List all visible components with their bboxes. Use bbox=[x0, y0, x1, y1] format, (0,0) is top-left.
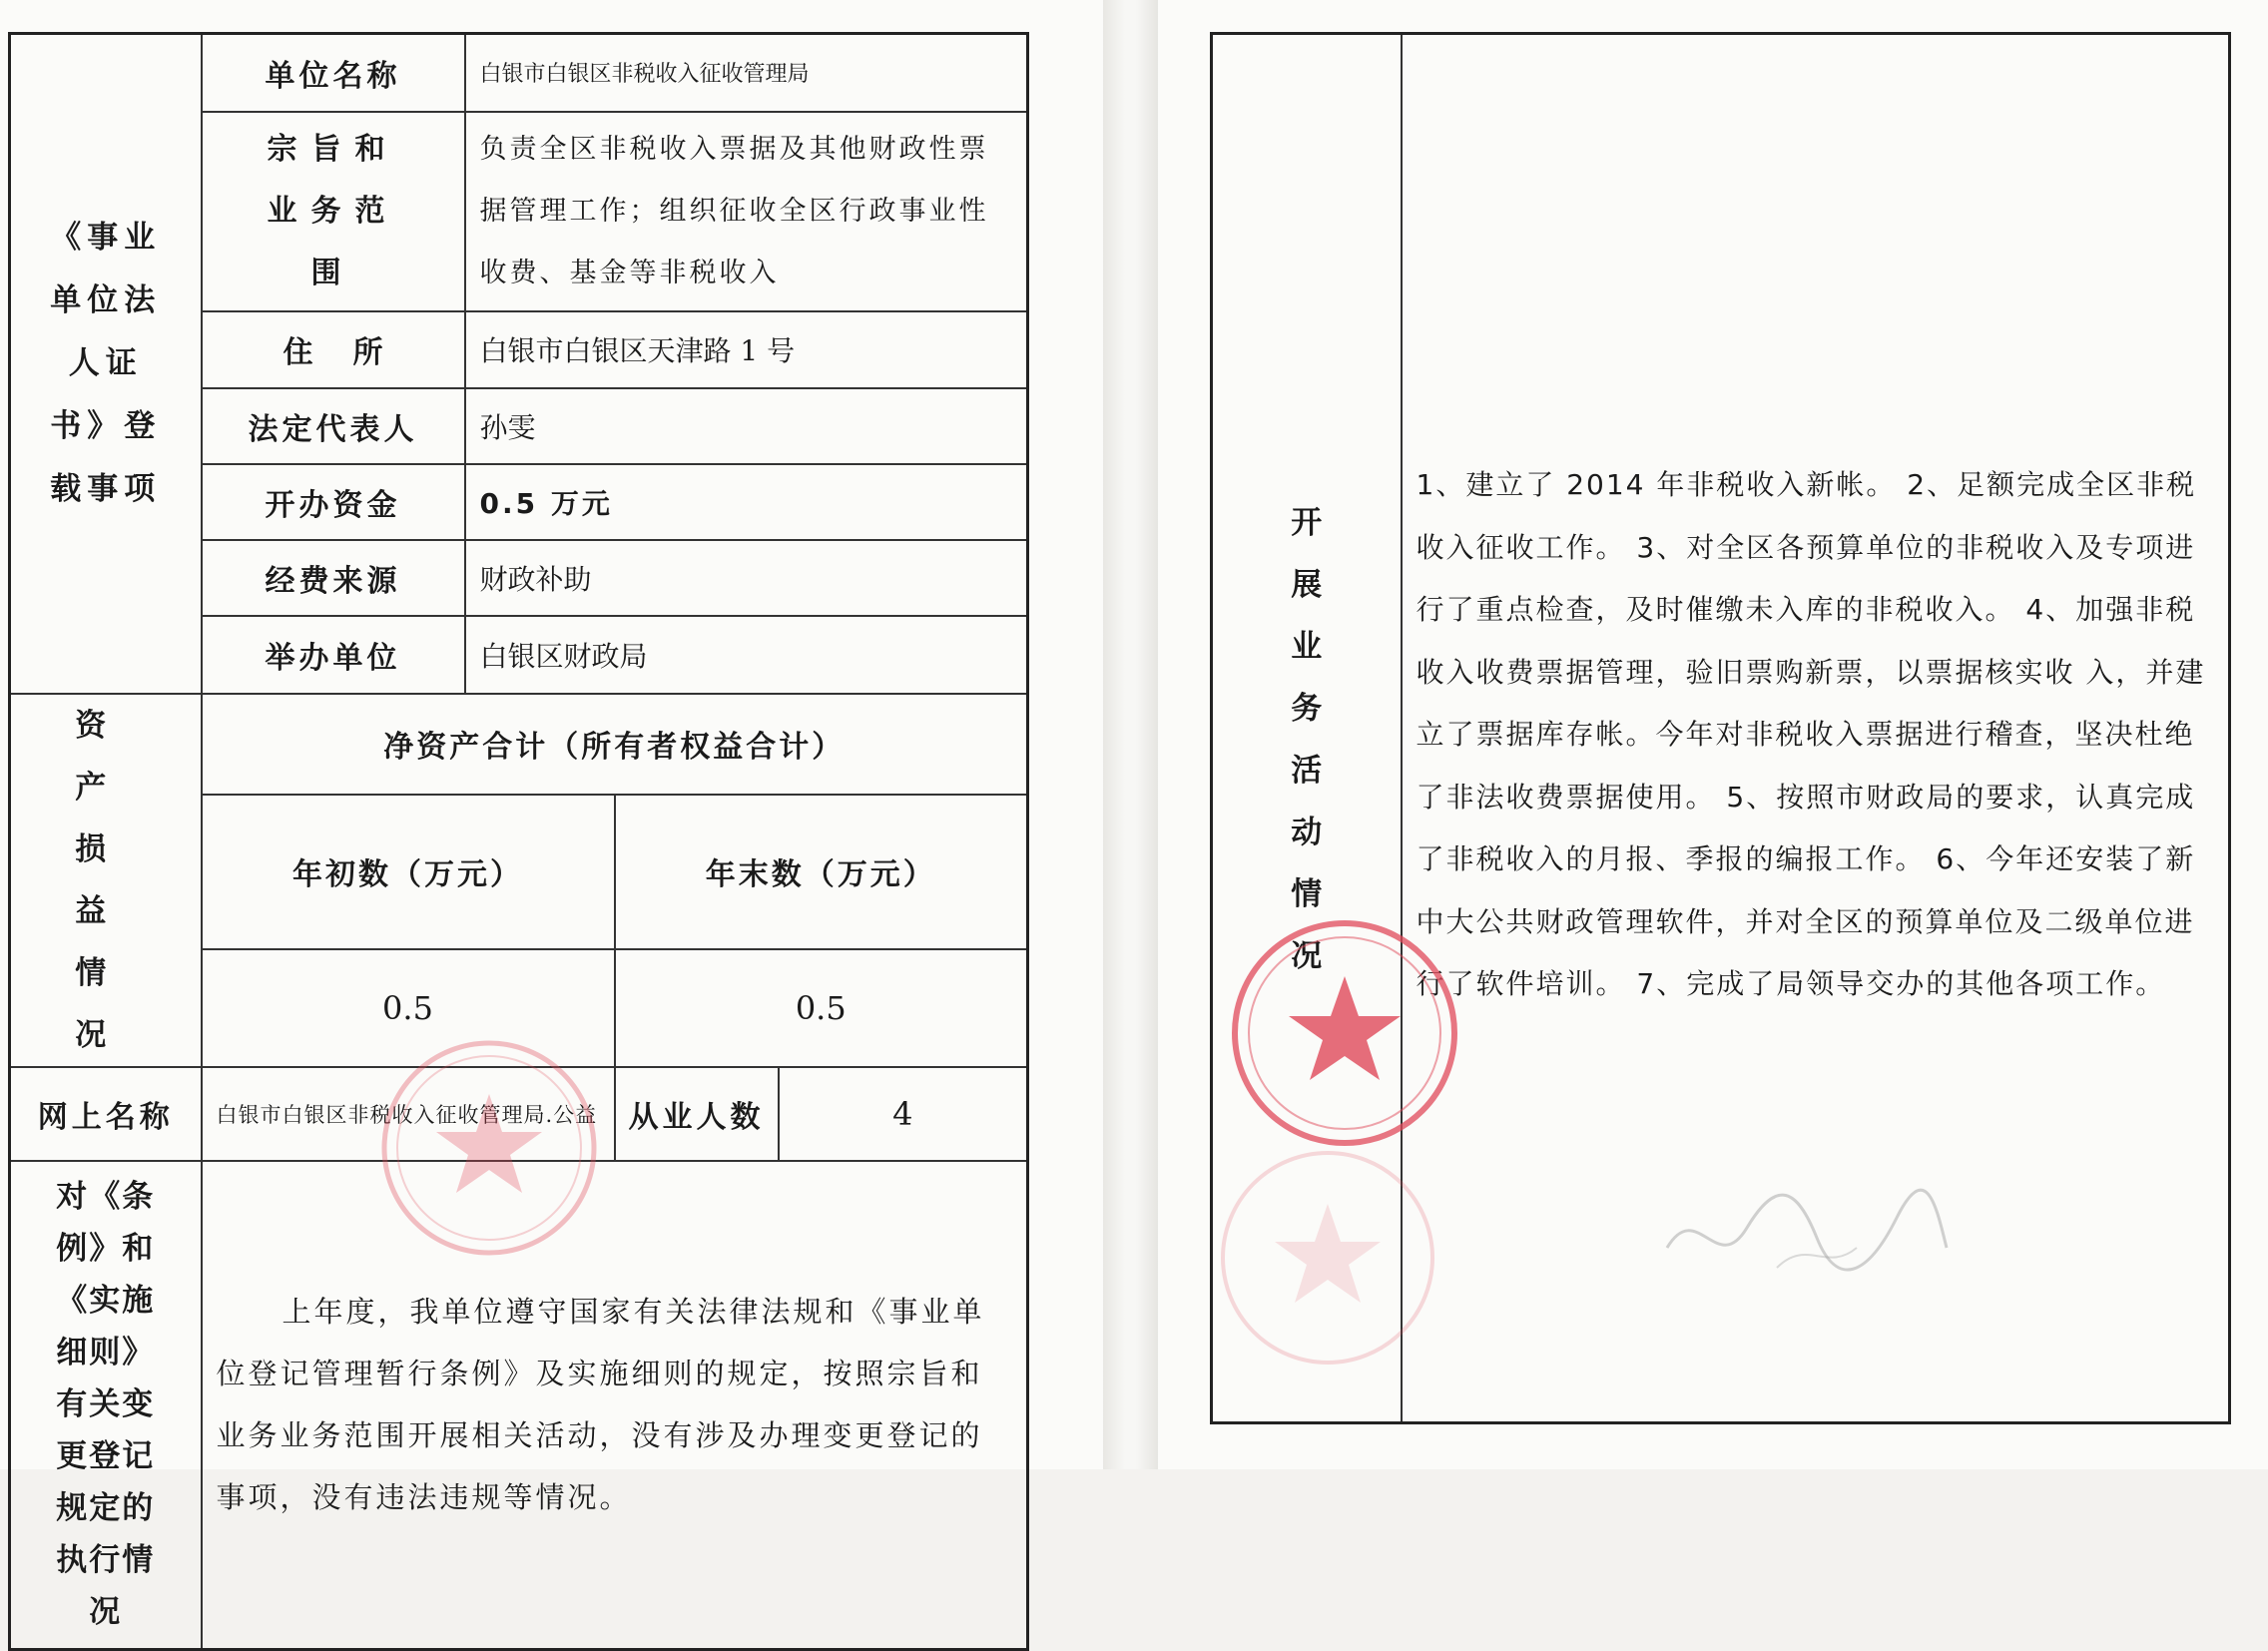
staff-count-label: 从业人数 bbox=[615, 1067, 779, 1161]
field-label-unit-name: 单位名称 bbox=[202, 34, 465, 112]
field-label-purpose-scope-text: 宗旨和业务范围 bbox=[267, 131, 399, 290]
online-name-label: 网上名称 bbox=[10, 1067, 202, 1161]
field-label-legal-rep: 法定代表人 bbox=[202, 388, 465, 464]
activities-cell bbox=[1402, 34, 2230, 1423]
compliance-text: 上年度，我单位遵守国家有关法律法规和《事业单位登记管理暂行条例》及实施细则的规定，按照宗旨和业务业务范围开展相关活动，没有涉及办理变更登记的事项，没有违法违规等情况。 bbox=[202, 1161, 1028, 1650]
section-activities-text: 开展业务活动情况 bbox=[1291, 505, 1323, 974]
begin-year-value: 0.5 bbox=[202, 949, 615, 1067]
field-label-sponsor: 举办单位 bbox=[202, 616, 465, 694]
page-gutter bbox=[1103, 0, 1158, 1469]
end-year-label: 年末数（万元） bbox=[615, 795, 1028, 948]
section-assets-text: 资产损益情况 bbox=[75, 707, 137, 1053]
annual-report-table-right bbox=[1210, 32, 2231, 1424]
field-label-funding: 经费来源 bbox=[202, 540, 465, 616]
field-value-legal-rep: 孙雯 bbox=[465, 388, 1028, 464]
section-registration-text: 《事业单位法人证书》登载事项 bbox=[50, 219, 162, 507]
net-assets-header: 净资产合计（所有者权益合计） bbox=[202, 694, 1028, 796]
activities-text: 1、建立了 2014 年非税收入新帐。 2、足额完成全区非税收入征收工作。 3、对全区各预算单位的非税收入及专项进行了重点检查，及时催缴未入库的非税收入。 4、加强非税收入收费票据管理，验旧票购新票，以票据核实收 入，并建立了票据库存帐。今年对非税收入票据进行稽查，坚决杜绝了非法收费票据使用。 5、按照市财政局的要求，认真完成了非税收入的月报、季报的编报工作。 6、今年还安装了新中大公共财政管理软件，并对全区的预算单位及二级单位进行了软件培训。 7、完成了局领导交办的其他各项工作。 bbox=[1416, 468, 2206, 1000]
field-value-unit-name: 白银市白银区非税收入征收管理局 bbox=[465, 34, 1028, 112]
field-value-funding: 财政补助 bbox=[465, 540, 1028, 616]
staff-count-value: 4 bbox=[779, 1067, 1028, 1161]
field-label-capital: 开办资金 bbox=[202, 464, 465, 540]
section-compliance-text: 对《条例》和《实施细则》有关变更登记规定的执行情况 bbox=[56, 1179, 156, 1631]
field-value-capital: 0.5 万元 bbox=[465, 464, 1028, 540]
section-assets-label bbox=[10, 694, 202, 1067]
section-activities-label bbox=[1212, 34, 1402, 1423]
annual-report-table-left bbox=[8, 32, 1029, 1651]
online-name-value: 白银市白银区非税收入征收管理局.公益 bbox=[202, 1067, 615, 1161]
begin-year-label: 年初数（万元） bbox=[202, 795, 615, 948]
field-label-address: 住所 bbox=[202, 311, 465, 388]
field-value-sponsor: 白银区财政局 bbox=[465, 616, 1028, 694]
end-year-value: 0.5 bbox=[615, 949, 1028, 1067]
activities-blank-area bbox=[1417, 35, 2217, 454]
field-value-purpose-scope: 负责全区非税收入票据及其他财政性票据管理工作；组织征收全区行政事业性收费、基金等非税收入 bbox=[465, 112, 1028, 311]
section-compliance-label bbox=[10, 1161, 202, 1650]
section-registration-label bbox=[10, 34, 202, 694]
field-value-address: 白银市白银区天津路 1 号 bbox=[465, 311, 1028, 388]
field-label-purpose-scope bbox=[202, 112, 465, 311]
